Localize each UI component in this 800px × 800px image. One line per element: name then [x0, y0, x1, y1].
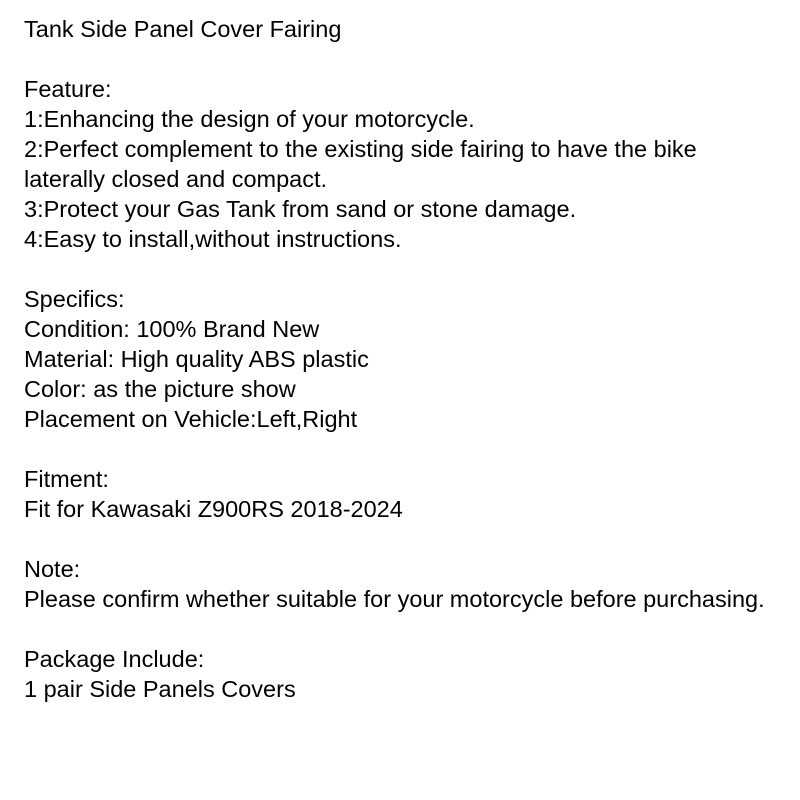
feature-item-4: 4:Easy to install,without instructions.	[24, 226, 402, 252]
specifics-condition: Condition: 100% Brand New	[24, 316, 320, 342]
note-heading: Note:	[24, 556, 81, 582]
spacer	[24, 434, 784, 464]
spacer	[24, 44, 784, 74]
package-text: 1 pair Side Panels Covers	[24, 676, 296, 702]
spacer	[24, 254, 784, 284]
specifics-heading: Specifics:	[24, 286, 125, 312]
feature-item-2: 2:Perfect complement to the existing side fairing to have the bike laterally closed and compact.	[24, 136, 697, 192]
package-heading: Package Include:	[24, 646, 205, 672]
specifics-placement: Placement on Vehicle:Left,Right	[24, 406, 358, 432]
feature-heading: Feature:	[24, 76, 112, 102]
feature-item-3: 3:Protect your Gas Tank from sand or stone damage.	[24, 196, 577, 222]
note-text: Please confirm whether suitable for your motorcycle before purchasing.	[24, 586, 765, 612]
spacer	[24, 524, 784, 554]
feature-item-1: 1:Enhancing the design of your motorcycle.	[24, 106, 475, 132]
product-title: Tank Side Panel Cover Fairing	[24, 16, 342, 42]
fitment-heading: Fitment:	[24, 466, 109, 492]
specifics-material: Material: High quality ABS plastic	[24, 346, 369, 372]
product-description	[24, 14, 784, 704]
spacer	[24, 614, 784, 644]
fitment-text: Fit for Kawasaki Z900RS 2018-2024	[24, 496, 403, 522]
specifics-color: Color: as the picture show	[24, 376, 296, 402]
